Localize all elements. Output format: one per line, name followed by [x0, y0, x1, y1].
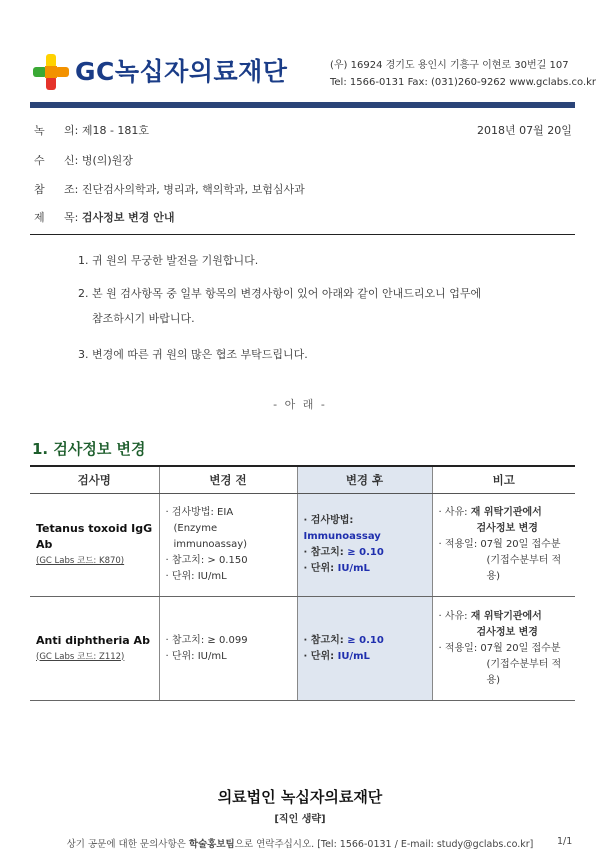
after-value: ≥ 0.10	[347, 547, 384, 558]
body-item-2a: 2. 본 원 검사항목 중 일부 항목의 변경사항이 있어 아래와 같이 안내드리오니 업무에	[78, 287, 482, 300]
org-logo-text: GC녹십자의료재단	[75, 57, 288, 86]
note-apply-cont: (기접수분부터 적용)	[486, 555, 562, 582]
after-label: · 단위:	[303, 563, 338, 574]
org-address-block	[330, 57, 596, 91]
meta-doc-no	[34, 122, 149, 138]
after-value: Immunoassay	[303, 531, 381, 542]
meta-colon: 의:	[64, 124, 79, 137]
footer-seal-note: [직인 생략]	[274, 814, 326, 825]
meta-value: 제18 - 181호	[81, 124, 150, 137]
table-row	[30, 494, 575, 597]
body-item-3: 3. 변경에 따른 귀 원의 많은 협조 부탁드립니다.	[78, 348, 308, 361]
body-item-1: 1. 귀 원의 무궁한 발전을 기원합니다.	[78, 254, 259, 267]
test-code: (GC Labs 코드: Z112)	[36, 651, 125, 662]
meta-key: 수	[34, 154, 45, 167]
after-label: · 검사방법:	[303, 515, 354, 526]
cell-before	[159, 494, 297, 597]
note-label: · 사유:	[438, 610, 471, 622]
after-label: · 단위:	[303, 650, 338, 662]
cell-test-name	[30, 494, 159, 597]
note-reason	[439, 609, 570, 625]
cell-test-name	[30, 597, 159, 701]
after-line	[304, 633, 426, 649]
meta-key: 제	[34, 211, 45, 224]
after-line	[304, 561, 426, 577]
after-value: ≥ 0.10	[347, 634, 384, 646]
note-label: · 사유:	[438, 507, 471, 518]
meta-colon: 조:	[64, 183, 79, 196]
meta-divider	[30, 234, 575, 235]
col-header-note: 비고	[432, 466, 575, 494]
meta-value: 진단검사의학과, 병리과, 핵의학과, 보험심사과	[81, 183, 305, 196]
org-address: (우) 16924 경기도 용인시 기흥구 이현로 30번길 107	[330, 60, 569, 71]
note-apply: · 적용일: 07월 20일 접수분	[438, 539, 561, 550]
meta-value: 검사정보 변경 안내	[81, 211, 175, 224]
note-value: 재 위탁기관에서	[470, 507, 542, 518]
cell-after	[297, 597, 432, 701]
contact-text: 으로 연락주십시오. [Tel: 1566-0131 / E-mail: study@gclabs.co.kr]	[234, 839, 534, 850]
meta-colon: 목:	[64, 211, 79, 224]
after-line	[304, 545, 426, 561]
note-reason-cont: 검사정보 변경	[476, 626, 538, 638]
section-title: 1. 검사정보 변경	[32, 440, 146, 458]
test-code: (GC Labs 코드: K870)	[36, 556, 125, 566]
page-number: 1/1	[557, 836, 573, 847]
before-line: · 단위: IU/mL	[165, 571, 227, 582]
before-line: · 참고치: ≥ 0.099	[165, 634, 248, 646]
before-line: · 검사방법: EIA	[165, 507, 234, 518]
after-label: · 참고치:	[303, 547, 348, 558]
col-header-after: 변경 후	[297, 466, 432, 494]
header-divider-bar	[30, 102, 575, 108]
gc-logo-icon	[33, 54, 69, 90]
body-item-2b: 참조하시기 바랍니다.	[92, 312, 195, 325]
note-apply: · 적용일: 07월 20일 접수분	[438, 642, 561, 654]
table-header-row	[30, 466, 575, 494]
after-line	[304, 649, 426, 665]
col-header-before: 변경 전	[159, 466, 297, 494]
note-apply-cont: (기접수분부터 적용)	[486, 658, 562, 686]
meta-recipient	[34, 152, 133, 168]
after-line	[304, 513, 426, 545]
meta-key: 참	[34, 183, 45, 196]
footer-contact	[0, 836, 600, 850]
cell-note	[432, 494, 575, 597]
test-name: Anti diphtheria Ab	[36, 633, 150, 647]
cell-after	[297, 494, 432, 597]
table-row	[30, 597, 575, 701]
after-value: IU/mL	[337, 650, 370, 662]
cell-before	[159, 597, 297, 701]
contact-dept: 학술홍보팀	[188, 839, 235, 850]
meta-colon: 신:	[64, 154, 79, 167]
before-line: (Enzyme immunoassay)	[173, 523, 248, 550]
arae-label: - 아 래 -	[273, 398, 327, 411]
note-reason	[439, 505, 570, 521]
meta-key: 녹	[34, 124, 45, 137]
contact-text: 상기 공문에 대한 문의사항은	[66, 839, 189, 850]
meta-subject	[34, 209, 175, 225]
test-name: Tetanus toxoid IgG Ab	[36, 522, 153, 551]
before-line: · 참고치: > 0.150	[165, 555, 248, 566]
before-line: · 단위: IU/mL	[165, 650, 227, 662]
org-contact: Tel: 1566-0131 Fax: (031)260-9262 www.gclabs.co.kr	[330, 77, 597, 88]
cell-note	[432, 597, 575, 701]
footer-org-name: 의료법인 녹십자의료재단	[217, 788, 383, 806]
doc-date: 2018년 07월 20일	[477, 124, 572, 137]
after-label: · 참고치:	[303, 634, 348, 646]
note-reason-cont: 검사정보 변경	[476, 523, 538, 534]
meta-reference	[34, 181, 305, 197]
change-table	[30, 465, 575, 701]
col-header-name: 검사명	[30, 466, 159, 494]
after-value: IU/mL	[337, 563, 370, 574]
note-value: 재 위탁기관에서	[470, 610, 542, 622]
meta-value: 병(의)원장	[81, 154, 133, 167]
